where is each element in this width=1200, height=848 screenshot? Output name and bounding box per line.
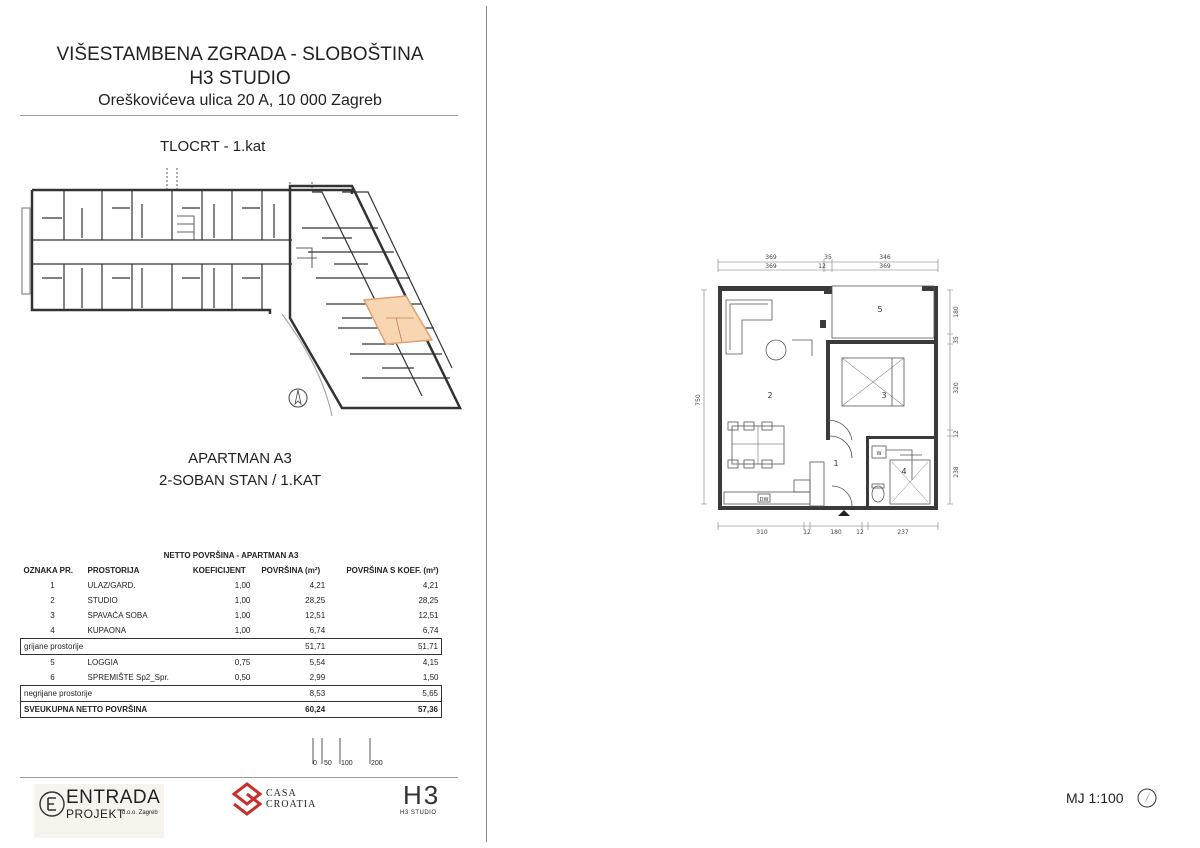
dim-top-3: 346 [879, 254, 891, 261]
room-label-4: 4 [901, 467, 907, 476]
table-caption: NETTO POVRŠINA - APARTMAN A3 [163, 551, 299, 560]
entrada-emblem-icon [38, 790, 66, 818]
dim-bottom-2: 12 [803, 529, 811, 536]
dim-bottom-4: 12 [856, 529, 864, 536]
scale-label-0: 0 [313, 760, 317, 767]
key-floor-plan [22, 168, 464, 416]
scale-label-50: 50 [324, 760, 332, 767]
room-label-3: 3 [881, 391, 887, 400]
table-row: 1 ULAZ/GARD. 1,00 4,21 4,21 [50, 581, 439, 590]
footer-divider [20, 777, 458, 778]
north-arrow-icon [289, 389, 307, 407]
dim-bottom-5: 237 [897, 529, 909, 536]
address: Oreškovićeva ulica 20 A, 10 000 Zagreb [98, 92, 382, 109]
dim-bottom-3: 180 [830, 529, 842, 536]
dim-right-1: 180 [953, 306, 960, 318]
header-divider [20, 115, 458, 116]
unheated-total-row: negrijane prostorije 8,53 5,65 [21, 686, 442, 702]
table-row: 2 STUDIO 1,00 28,25 28,25 [50, 596, 439, 605]
casa-croatia-logo: CASA CROATIA [232, 782, 322, 818]
table-header-row: OZNAKA PR. PROSTORIJA KOEFICIJENT POVRŠINA (m²) POVRŠINA S KOEF. (m²) [23, 566, 439, 575]
dim-top-2: 35 [824, 254, 832, 261]
apartment-type: 2-SOBAN STAN / 1.KAT [159, 472, 321, 489]
entrada-logo: ENTRADA PROJEKT d.o.o. Zagreb [34, 784, 164, 838]
h3-studio-logo: H3 H3 STUDIO [400, 780, 441, 816]
scale-label-200: 200 [371, 760, 383, 767]
dim-bottom-1: 310 [756, 529, 768, 536]
highlighted-apartment [364, 296, 432, 344]
table-row: 5 LOGGIA 0,75 5,54 4,15 [50, 658, 439, 667]
dishwasher-label: DW [759, 497, 769, 503]
dim-top-6: 369 [879, 263, 891, 270]
project-title: VIŠESTAMBENA ZGRADA - SLOBOŠTINA [56, 44, 424, 65]
dim-top-4: 369 [765, 263, 777, 270]
studio-title: H3 STUDIO [189, 68, 291, 89]
grand-total-row: SVEUKUPNA NETTO POVRŠINA 60,24 57,36 [21, 702, 442, 718]
table-row: 4 KUPAONA 1,00 6,74 6,74 [50, 626, 439, 635]
heated-total-row: grijane prostorije 51,71 51,71 [21, 639, 442, 655]
room-label-2: 2 [767, 391, 773, 400]
dim-left: 750 [695, 394, 702, 406]
dim-right-2: 35 [953, 336, 960, 344]
table-row: 3 SPAVAĆA SOBA 1,00 12,51 12,51 [50, 611, 439, 620]
dim-right-4: 12 [953, 430, 960, 438]
north-arrow-icon [1136, 787, 1158, 809]
page-divider [486, 6, 487, 842]
area-table [20, 548, 442, 718]
dim-top-5: 12 [818, 263, 826, 270]
plan-title: TLOCRT - 1.kat [160, 138, 266, 155]
casa-croatia-emblem-icon [232, 782, 262, 816]
room-label-1: 1 [833, 459, 839, 468]
scale-label: MJ 1:100 [1066, 790, 1124, 806]
apartment-floor-plan [692, 250, 960, 536]
room-label-5: 5 [877, 305, 883, 314]
dim-right-3: 320 [953, 382, 960, 394]
scale-label-100: 100 [341, 760, 353, 767]
apartment-name: APARTMAN A3 [188, 450, 292, 467]
washer-label: W [876, 451, 882, 457]
dim-top-1: 369 [765, 254, 777, 261]
table-row: 6 SPREMIŠTE Sp2_Spr. 0,50 2,99 1,50 [50, 673, 439, 682]
dim-right-5: 238 [953, 466, 960, 478]
